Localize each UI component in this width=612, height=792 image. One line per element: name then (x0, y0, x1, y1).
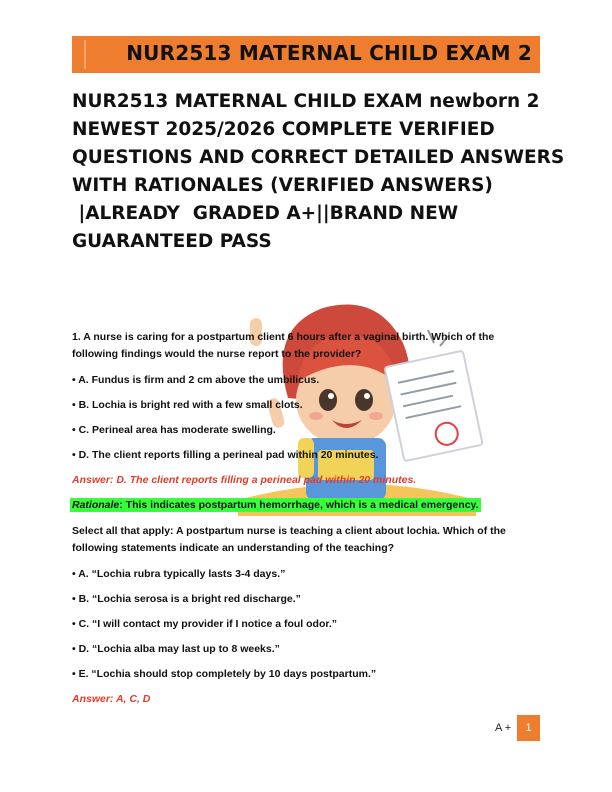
rationale-label: Rationale (72, 499, 120, 511)
title-line: NUR2513 MATERNAL CHILD EXAM newborn 2 (72, 91, 540, 112)
title-line: GUARANTEED PASS (72, 231, 272, 252)
q2-option-c: • C. “I will contact my provider if I notice a foul odor.” (72, 618, 338, 630)
q1-stem-line: 1. A nurse is caring for a postpartum client 6 hours after a vaginal birth. Which of the (72, 331, 495, 343)
q1-option-d: • D. The client reports filling a perineal pad within 20 minutes. (72, 449, 379, 461)
page-number: 1 (517, 715, 540, 741)
banner-title: NUR2513 MATERNAL CHILD EXAM 2 (126, 41, 532, 65)
q2-stem-line: Select all that apply: A postpartum nurse is teaching a client about lochia. Which of the (72, 525, 506, 537)
footer-grade-label: A + (495, 722, 512, 734)
q2-answer: Answer: A, C, D (72, 693, 151, 705)
q1-rationale (72, 499, 481, 511)
header-banner (72, 36, 540, 73)
q1-answer: Answer: D. The client reports filling a perineal pad within 20 minutes. (72, 474, 417, 486)
q1-option-c: • C. Perineal area has moderate swelling. (72, 424, 276, 436)
title-line: NEWEST 2025/2026 COMPLETE VERIFIED (72, 119, 495, 140)
title-line: QUESTIONS AND CORRECT DETAILED ANSWERS (72, 147, 565, 168)
q2-option-d: • D. “Lochia alba may last up to 8 weeks.” (72, 643, 280, 655)
q2-option-b: • B. “Lochia serosa is a bright red discharge.” (72, 593, 301, 605)
q2-stem-line: following statements indicate an understanding of the teaching? (72, 542, 395, 554)
q1-option-a: • A. Fundus is firm and 2 cm above the umbilicus. (72, 374, 320, 386)
document-title (72, 88, 565, 256)
title-line: WITH RATIONALES (VERIFIED ANSWERS) (72, 175, 493, 196)
banner-stripe (84, 40, 86, 69)
title-line: |ALREADY GRADED A+||BRAND NEW (72, 203, 459, 224)
q2-option-a: • A. “Lochia rubra typically lasts 3-4 days.” (72, 568, 286, 580)
q2-option-e: • E. “Lochia should stop completely by 10 days postpartum.” (72, 668, 377, 680)
q1-stem-line: following findings would the nurse report to the provider? (72, 348, 362, 360)
rationale-text: : This indicates postpartum hemorrhage, which is a medical emergency. (119, 499, 479, 511)
rationale-highlight (70, 498, 481, 512)
q1-option-b: • B. Lochia is bright red with a few small clots. (72, 399, 303, 411)
